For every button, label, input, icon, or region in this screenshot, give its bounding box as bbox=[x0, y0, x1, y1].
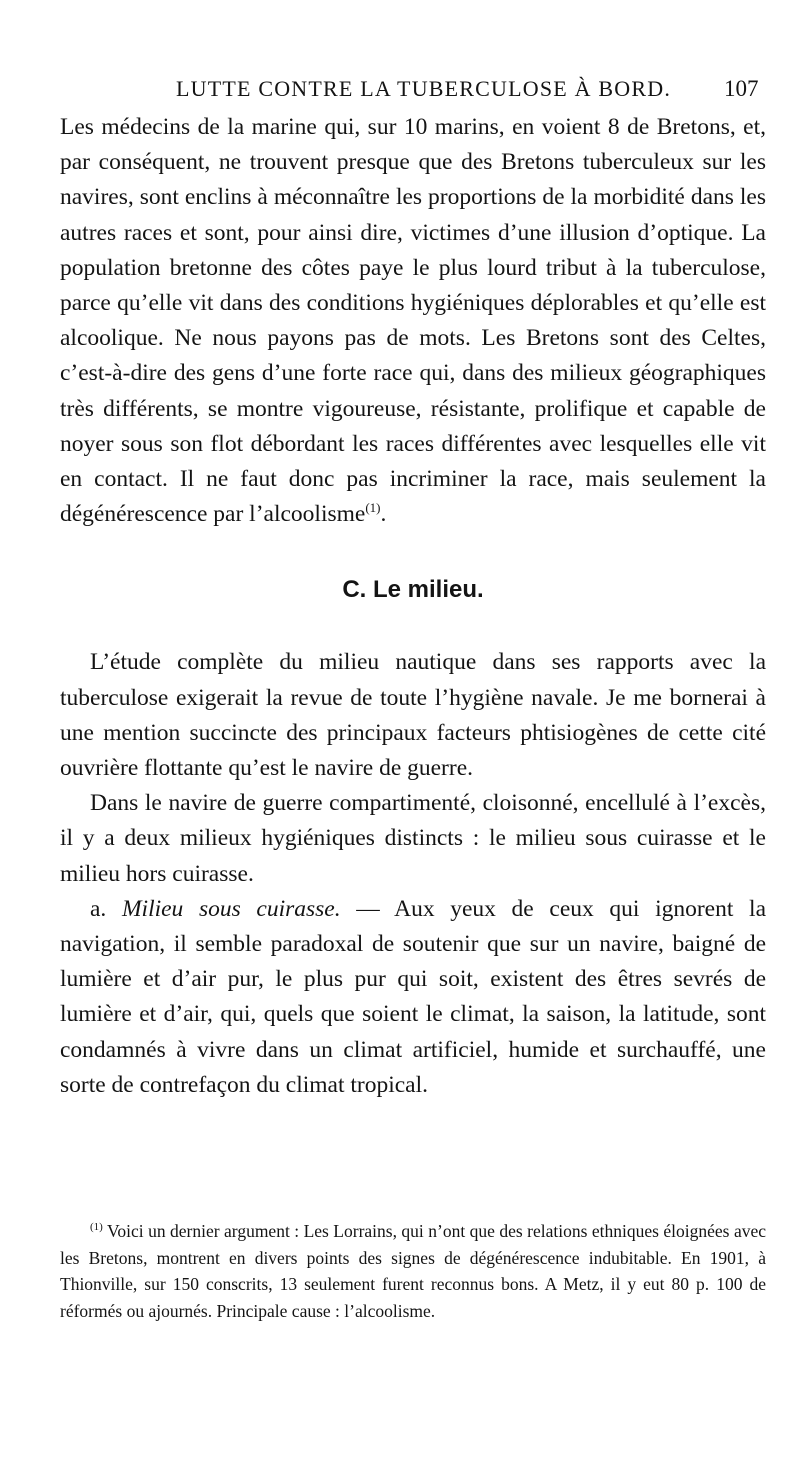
running-head bbox=[0, 76, 800, 110]
footnote bbox=[60, 1218, 766, 1324]
paragraph-bretons-text: Les médecins de la marine qui, sur 10 marins, en voient 8 de Bretons, et, par conséquent, ne trouvent presque que des Bretons tuberculeux sur les navires, sont enclins à méconnaître les proportions de la morbidité dans les autres races et sont, pour ainsi dire, victimes d’une illusion d’optique. La population bretonne des côtes paye le plus lourd tribut à la tuberculose, parce qu’elle vit dans des conditions hygiéniques déplorables et qu’elle est alcoolique. Ne nous payons pas de mots. Les Bretons sont des Celtes, c’est-à-dire des gens d’une forte race qui, dans des milieux géographiques très différents, se montre vigoureuse, résistante, prolifique et capable de noyer sous son flot débordant les races différentes avec lesquelles elle vit en contact. Il ne faut donc pas incriminer la race, mais seulement la dégénérescence par l’alcoolisme bbox=[60, 114, 766, 528]
paragraph-milieu-nautique: L’étude complète du milieu nautique dans ses rapports avec la tuberculose exigerait la revue de toute l’hygiène navale. Je me bornerai à une mention succincte des principaux facteurs phtisiogènes de cette cité ouvrière flottante qu’est le navire de guerre. bbox=[60, 649, 766, 782]
running-title: LUTTE CONTRE LA TUBERCULOSE À BORD. bbox=[176, 76, 672, 101]
subsection-letter: a. bbox=[90, 895, 107, 922]
footnote-paragraph bbox=[60, 1218, 766, 1324]
paragraph-milieu-sous-cuirasse bbox=[60, 892, 766, 1103]
subsection-text: — Aux yeux de ceux qui ignorent la navigation, il semble paradoxal de soutenir que sur un navire, baigné de lumière et d’air pur, le plus pur qui soit, existent des êtres sevrés de lumière et d’air, qui, quels que soient le climat, la saison, la latitude, sont condamnés à vivre dans un climat artificiel, humide et surchauffé, une sorte de contrefaçon du climat tropical. bbox=[60, 895, 767, 1098]
main-text bbox=[60, 110, 766, 1103]
page-number: 107 bbox=[724, 76, 759, 101]
section-heading: C. Le milieu. bbox=[342, 576, 484, 604]
paragraph-bretons bbox=[60, 110, 766, 532]
paragraph-navire-de-guerre: Dans le navire de guerre compartimenté, cloisonné, encellulé à l’excès, il y a deux milieux hygiéniques distincts : le milieu sous cuirasse et le milieu hors cuirasse. bbox=[60, 790, 766, 887]
paragraph-bretons-end: . bbox=[380, 501, 387, 528]
footnote-mark: (1) bbox=[90, 1221, 103, 1234]
footnote-reference: (1) bbox=[365, 500, 381, 516]
subsection-label: Milieu sous cuirasse. bbox=[121, 895, 341, 922]
footnote-text: Voici un dernier argument : Les Lorrains, qui n’ont que des relations ethniques éloignées avec les Bretons, montrent en divers points des signes de dégénérescence indubitable. En 1901, à Thionville, sur 150 conscrits, 13 seulement furent reconnus bons. A Metz, il y eut 80 p. 100 de réformés ou ajournés. Principale cause : l’alcoolisme. bbox=[60, 1221, 766, 1321]
